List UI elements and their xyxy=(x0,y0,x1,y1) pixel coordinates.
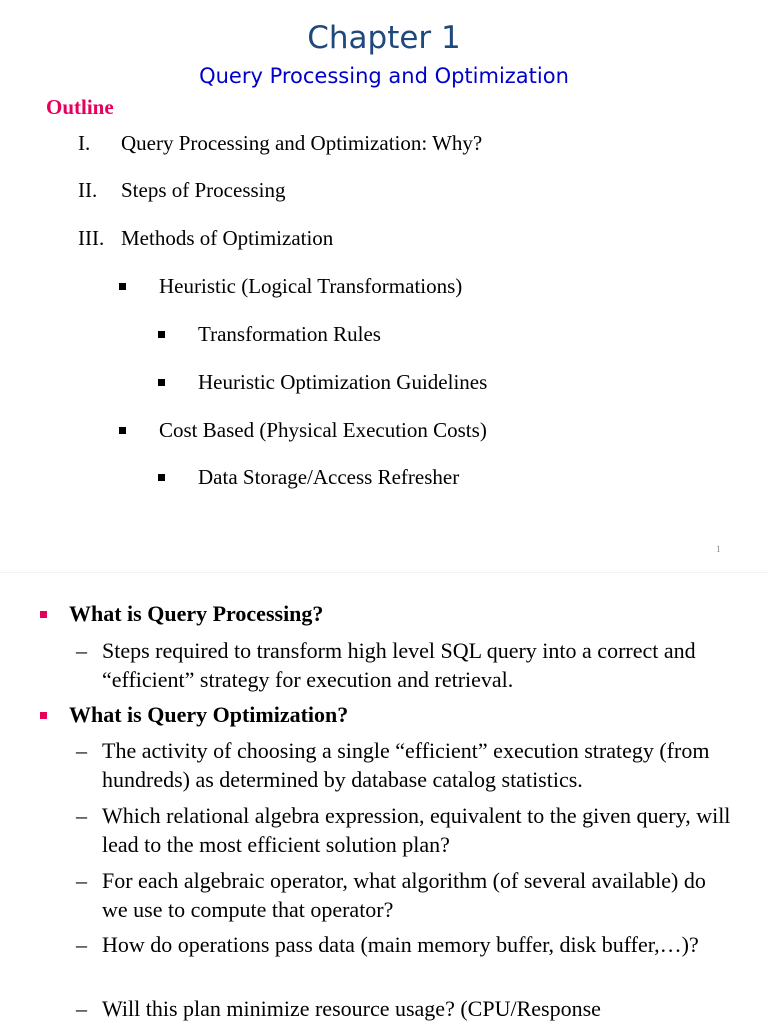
dash-bullet-icon: – xyxy=(76,638,87,663)
answer-point: – How do operations pass data (main memory buffer, disk buffer,…)? xyxy=(76,932,699,957)
square-bullet-icon xyxy=(119,283,126,290)
outline-subitem-cost-based: Cost Based (Physical Execution Costs) xyxy=(159,418,487,442)
square-bullet-icon xyxy=(119,427,126,434)
outline-item-number: III. xyxy=(78,226,105,250)
square-bullet-icon xyxy=(158,331,165,338)
dash-bullet-icon: – xyxy=(76,868,87,893)
dash-bullet-icon: – xyxy=(76,932,87,957)
outline-subitem-heuristic: Heuristic (Logical Transformations) xyxy=(159,274,463,298)
page-number: 1 xyxy=(716,544,721,554)
outline-heading: Outline xyxy=(46,95,114,119)
answer-point: – For each algebraic operator, what algorithm (of several available) do we use to compute that operator? xyxy=(76,868,706,922)
square-bullet-icon xyxy=(40,712,47,719)
outline-subitem-transformation-rules: Transformation Rules xyxy=(198,322,381,346)
square-bullet-icon xyxy=(40,611,47,618)
outline-item-text: Steps of Processing xyxy=(121,178,286,202)
answer-point: – Will this plan minimize resource usage? (CPU/Response xyxy=(76,996,601,1021)
dash-bullet-icon: – xyxy=(76,738,87,763)
outline-subitem-heuristic-guidelines: Heuristic Optimization Guidelines xyxy=(198,370,488,394)
outline-item-number: I. xyxy=(78,131,91,155)
slide-subtitle: Query Processing and Optimization xyxy=(199,64,569,88)
outline-item-number: II. xyxy=(78,178,98,202)
square-bullet-icon xyxy=(158,379,165,386)
dash-bullet-icon: – xyxy=(76,803,87,828)
square-bullet-icon xyxy=(158,474,165,481)
outline-item-text: Query Processing and Optimization: Why? xyxy=(121,131,483,155)
answer-point: – Which relational algebra expression, equivalent to the given query, will lead to the most efficient solution plan? xyxy=(76,803,731,857)
answer-point: – The activity of choosing a single “efficient” execution strategy (from hundreds) as determined by database catalog statistics. xyxy=(76,738,710,792)
slide-title: Chapter 1 xyxy=(307,20,461,56)
answer-point: – Steps required to transform high level SQL query into a correct and “efficient” strategy for execution and retrieval. xyxy=(76,638,696,692)
outline-item-text: Methods of Optimization xyxy=(121,226,334,250)
slide-divider xyxy=(0,572,768,573)
dash-bullet-icon: – xyxy=(76,996,87,1021)
outline-subitem-data-storage: Data Storage/Access Refresher xyxy=(198,465,460,489)
